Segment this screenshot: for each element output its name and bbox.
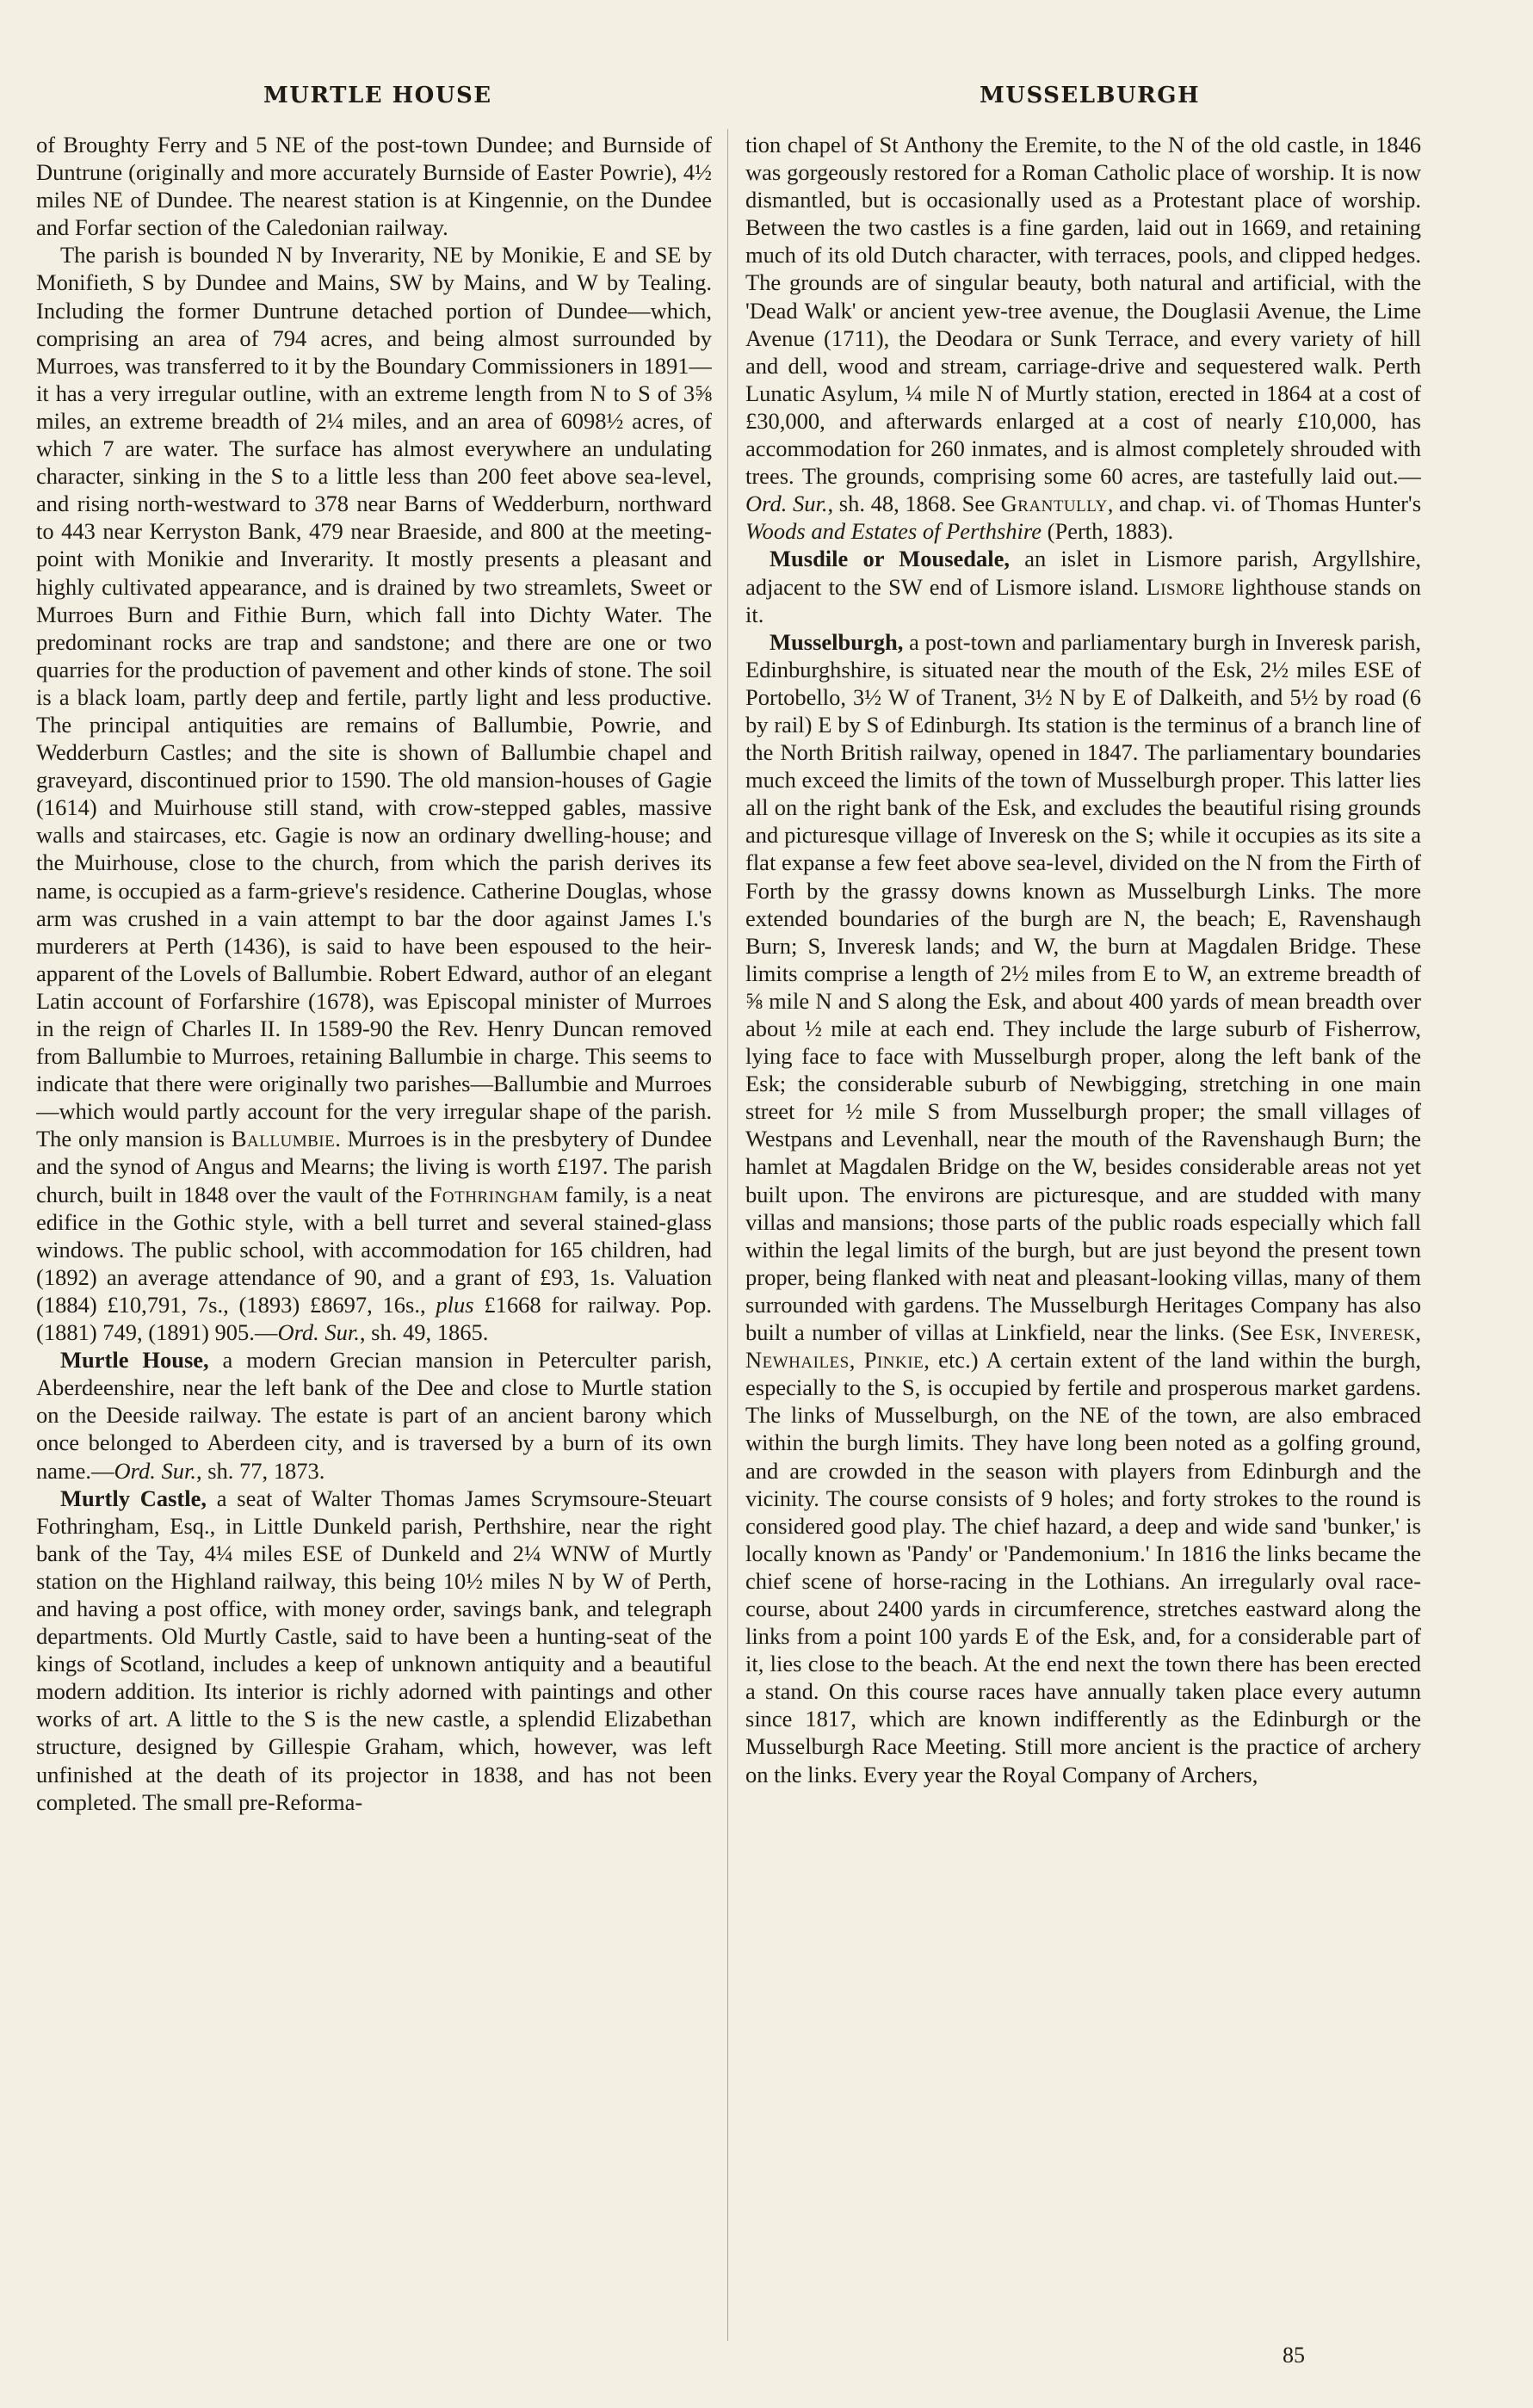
article-paragraph [745, 131, 1421, 545]
article-paragraph [36, 1485, 712, 1816]
text-run: , [1415, 1319, 1421, 1346]
text-run: family, is a neat edifice in the Gothic style, with a bell turret and several stained-glass windows. The public school, with accommodation for 165 children, had (1892) an average attendance of 90, and a grant of £93, 1s. Valuation (1884) £10,791, 7s., (1893) £8697, 16s., [36, 1181, 712, 1318]
running-head-right: MUSSELBURGH [980, 83, 1201, 108]
text-run: , [1315, 1319, 1329, 1346]
entry-headword: Murtly Castle, [60, 1485, 207, 1511]
article-paragraph [36, 241, 712, 1346]
text-run: . Murroes is in the presbytery of Dundee and the synod of Angus and Mearns; the living is worth £197. The parish church, built in 1848 over the vault of the [36, 1126, 712, 1207]
text-run: (Perth, 1883). [1042, 518, 1174, 545]
italic-text: Ord. Sur. [745, 491, 828, 517]
cross-reference: Pinkie [863, 1347, 924, 1374]
article-paragraph [745, 545, 1421, 627]
cross-reference: Newhailes [745, 1347, 850, 1374]
entry-headword: Musdile or Mousedale, [770, 546, 1011, 572]
cross-reference: Esk [1279, 1319, 1316, 1346]
article-paragraph [36, 1346, 712, 1484]
italic-text: Ord. Sur. [114, 1457, 196, 1484]
article-paragraph [36, 131, 712, 241]
italic-text: Woods and Estates of Perthshire [745, 518, 1042, 545]
text-run: a seat of Walter Thomas James Scrymsoure-Steuart Fothringham, Esq., in Little Dunkeld parish, Perthshire, near the right bank of the Tay, 4¼ miles ESE of Dunkeld and 2¼ WNW of Murtly station on the Highland railway, this being 10½ miles N by W of Perth, and having a post office, with money order, savings bank, and telegraph departments. Old Murtly Castle, said to have been a hunting-seat of the kings of Scotland, includes a keep of unknown antiquity and a beautiful modern addition. Its interior is richly adorned with paintings and other works of art. A little to the S is the new castle, a splendid Elizabethan structure, designed by Gillespie Graham, which, however, was left unfinished at the death of its projector in 1838, and has not been completed. The small pre-Reforma- [36, 1485, 712, 1815]
article-paragraph [745, 628, 1421, 1788]
text-run: , and chap. vi. of Thomas Hunter's [1107, 491, 1421, 517]
text-run: a post-town and parliamentary burgh in Inveresk parish, Edinburghshire, is situated near the mouth of the Esk, 2½ miles ESE of Portobello, 3½ W of Tranent, 3½ N by E of Dalkeith, and 5½ by road (6 by rail) E by S of Edinburgh. Its station is the terminus of a branch line of the North British railway, opened in 1847. The parliamentary boundaries much exceed the limits of the town of Musselburgh proper. This latter lies all on the right bank of the Esk, and excludes the beautiful rising grounds and picturesque village of Inveresk on the S; while it occupies as its site a flat expanse a few feet above sea-level, divided on the N from the Firth of Forth by the grassy downs known as Musselburgh Links. The more extended boundaries of the burgh are N, the beach; E, Ravenshaugh Burn; S, Inveresk lands; and W, the burn at Magdalen Bridge. These limits comprise a length of 2½ miles from E to W, an extreme breadth of ⅝ mile N and S along the Esk, and about 400 yards of mean breadth over about ½ mile at each end. They include the large suburb of Fisherrow, lying face to face with Musselburgh proper, along the left bank of the Esk; the considerable suburb of Newbigging, stretching in one main street for ½ mile S from Musselburgh proper; the small villages of Westpans and Levenhall, near the mouth of the Ravenshaugh Burn; the hamlet at Magdalen Bridge on the W, besides considerable areas not yet built upon. The environs are picturesque, and are studded with many villas and mansions; those parts of the public roads especially which fall within the legal limits of the burgh, but are just beyond the present town proper, being flanked with neat and pleasant-looking villas, many of them surrounded with gardens. The Musselburgh Heritages Company has also built a number of villas at Linkfield, near the links. (See [745, 628, 1421, 1346]
page-number: 85 [1283, 2343, 1305, 2368]
text-run: of Broughty Ferry and 5 NE of the post-town Dundee; and Burnside of Duntrune (originally and more accurately Burnside of Easter Powrie), 4½ miles NE of Dundee. The nearest station is at Kingennie, on the Dundee and Forfar section of the Caledonian railway. [36, 132, 712, 241]
text-run: The parish is bounded N by Inverarity, NE by Monikie, E and SE by Monifieth, S by Dundee and Mains, SW by Mains, and W by Tealing. Including the former Duntrune detached portion of Dundee—which, comprising an area of 794 acres, and being almost surrounded by Murroes, was transferred to it by the Boundary Commissioners in 1891—it has a very irregular outline, with an extreme length from N to S of 3⅝ miles, an extreme breadth of 2¼ miles, and an area of 6098½ acres, of which 7 are water. The surface has almost everywhere an undulating character, sinking in the S to a little less than 200 feet above sea-level, and rising north-westward to 378 near Barns of Wedderburn, northward to 443 near Kerryston Bank, 479 near Braeside, and 800 at the meeting-point with Monikie and Inverarity. It mostly presents a pleasant and highly cultivated appearance, and is drained by two streamlets, Sweet or Murroes Burn and Fithie Burn, which fall into Dichty Water. The predominant rocks are trap and sandstone; and there are one or two quarries for the production of pavement and other kinds of stone. The soil is a black loam, partly deep and fertile, partly light and less productive. The principal antiquities are remains of Ballumbie, Powrie, and Wedderburn Castles; and the site is shown of Ballumbie chapel and graveyard, discontinued prior to 1590. The old mansion-houses of Gagie (1614) and Muirhouse still stand, with crow-stepped gables, massive walls and staircases, etc. Gagie is now an ordinary dwelling-house; and the Muirhouse, close to the church, from which the parish derives its name, is occupied as a farm-grieve's residence. Catherine Douglas, whose arm was crushed in a vain attempt to bar the door against James I.'s murderers at Perth (1436), is said to have been espoused to the heir-apparent of the Lovels of Ballumbie. Robert Edward, author of an elegant Latin account of Forfarshire (1678), was Episcopal minister of Murroes in the reign of Charles II. In 1589-90 the Rev. Henry Duncan removed from Ballumbie to Murroes, retaining Ballumbie in charge. This seems to indicate that there were originally two parishes—Ballumbie and Murroes—which would partly account for the very irregular shape of the parish. The only mansion is [36, 242, 712, 1152]
entry-headword: Musselburgh, [770, 628, 904, 655]
text-run: £1668 for railway. Pop. (1881) 749, (1891) 905.— [36, 1291, 712, 1346]
italic-text: plus [436, 1291, 474, 1318]
text-run: a modern Grecian mansion in Peterculter parish, Aberdeenshire, near the left bank of the Dee and close to Murtle station on the Deeside railway. The estate is part of an ancient barony which once belonged to Aberdeen city, and is traversed by a burn of its own name.— [36, 1347, 712, 1484]
cross-reference: Inveresk [1328, 1319, 1416, 1346]
running-head-left: MURTLE HOUSE [263, 83, 492, 108]
text-run: , sh. 77, 1873. [195, 1457, 325, 1484]
italic-text: Ord. Sur. [277, 1319, 360, 1346]
cross-reference: Lismore [1146, 573, 1225, 600]
text-run: , sh. 48, 1868. See [827, 491, 1001, 517]
right-column [745, 131, 1421, 2360]
cross-reference: Grantully [1000, 491, 1108, 517]
cross-reference: Ballumbie [231, 1126, 336, 1152]
text-run: lighthouse stands on it. [745, 573, 1421, 627]
left-column [36, 131, 712, 2360]
cross-reference: Fothringham [429, 1181, 559, 1207]
entry-headword: Murtle House, [60, 1347, 209, 1374]
column-divider [727, 129, 728, 2341]
text-run: , sh. 49, 1865. [359, 1319, 489, 1346]
text-run: , [849, 1347, 864, 1374]
text-run: , etc.) A certain extent of the land within the burgh, especially to the S, is occupied by fertile and prosperous market gardens. The links of Musselburgh, on the NE of the town, are also embraced within the burgh limits. They have long been noted as a golfing ground, and are crowded in the season with players from Edinburgh and the vicinity. The course consists of 9 holes; and forty strokes to the round is considered good play. The chief hazard, a deep and wide sand 'bunker,' is locally known as 'Pandy' or 'Pandemonium.' In 1816 the links became the chief scene of horse-racing in the Lothians. An irregularly oval race-course, about 2400 yards in circumference, stretches eastward along the links from a point 100 yards E of the Esk, and, for a considerable part of it, lies close to the beach. At the end next the town there has been erected a stand. On this course races have annually taken place every autumn since 1817, which are known indifferently as the Edinburgh or the Musselburgh Race Meeting. Still more ancient is the practice of archery on the links. Every year the Royal Company of Archers, [745, 1347, 1421, 1787]
text-run: tion chapel of St Anthony the Eremite, to the N of the old castle, in 1846 was gorgeously restored for a Roman Catholic place of worship. It is now dismantled, but is occasionally used as a Protestant place of worship. Between the two castles is a fine garden, laid out in 1669, and retaining much of its old Dutch character, with terraces, pools, and clipped hedges. The grounds are of singular beauty, both natural and artificial, with the 'Dead Walk' or ancient yew-tree avenue, the Douglasii Avenue, the Lime Avenue (1711), the Deodara or Sunk Terrace, and every variety of hill and dell, wood and stream, carriage-drive and sequestered walk. Perth Lunatic Asylum, ¼ mile N of Murtly station, erected in 1864 at a cost of £30,000, and afterwards enlarged at a cost of nearly £10,000, has accommodation for 260 inmates, and is almost completely shrouded with trees. The grounds, comprising some 60 acres, are tastefully laid out.— [745, 132, 1421, 490]
text-run: an islet in Lismore parish, Argyllshire, adjacent to the SW end of Lismore island. [745, 546, 1421, 600]
